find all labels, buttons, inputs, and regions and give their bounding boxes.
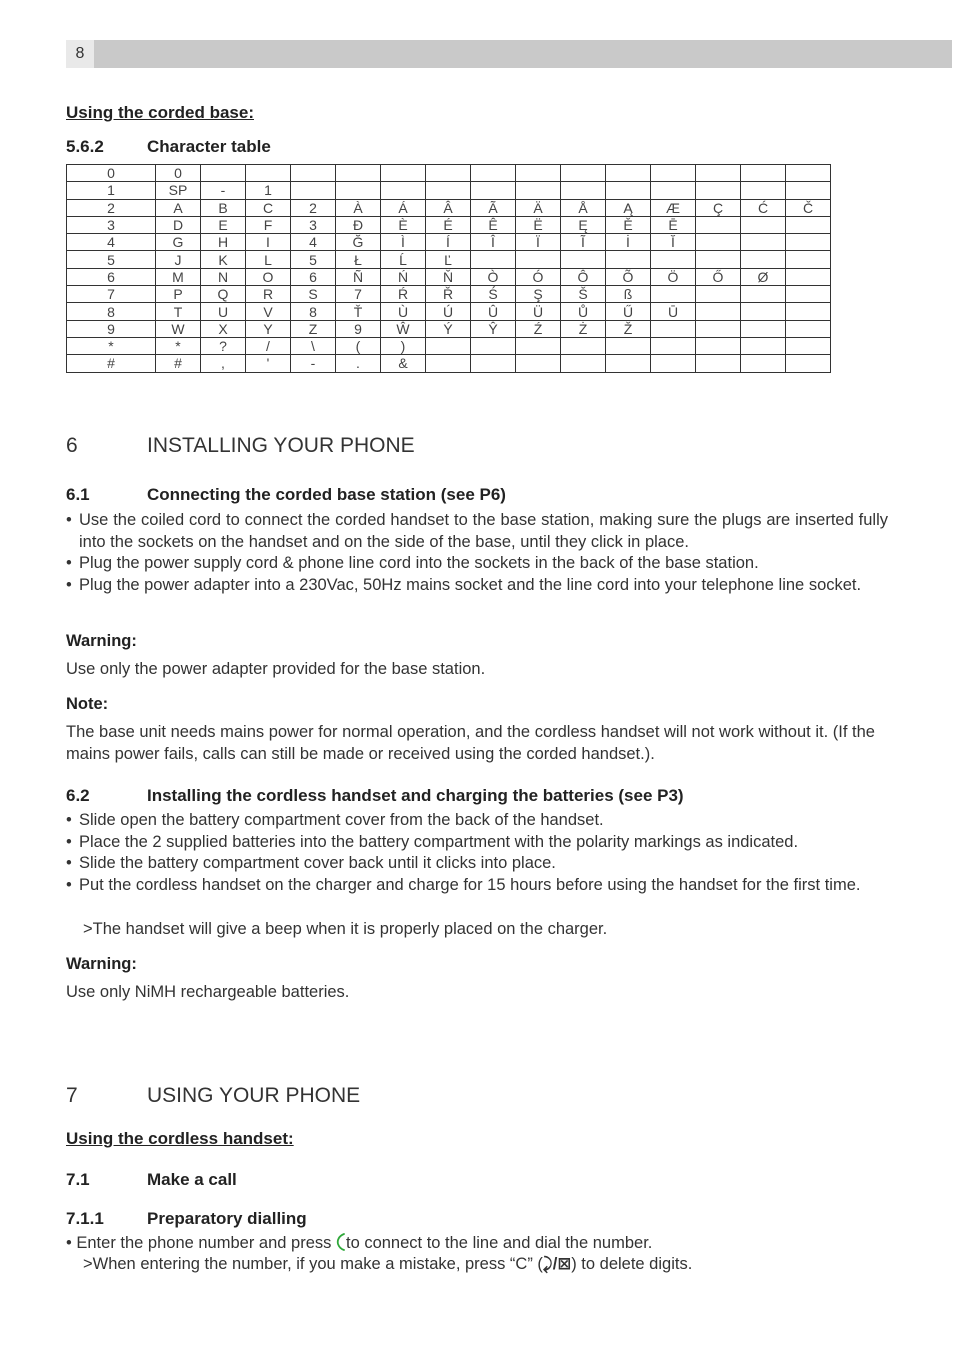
list-item: • Put the cordless handset on the charger and charge for 15 hours before using the handset for the first time. — [66, 875, 888, 897]
table-cell: 0 — [67, 165, 156, 182]
table-cell: J — [156, 251, 201, 268]
table-cell — [651, 337, 696, 354]
table-cell: Ž — [606, 320, 651, 337]
section-7-1-1-heading — [66, 1209, 307, 1229]
table-cell — [741, 165, 786, 182]
table-cell: 0 — [156, 165, 201, 182]
table-cell — [381, 182, 426, 199]
table-cell: 1 — [67, 182, 156, 199]
table-cell: B — [201, 199, 246, 216]
table-cell: Ę — [561, 216, 606, 233]
charger-beep-note: >The handset will give a beep when it is properly placed on the charger. — [83, 920, 608, 938]
table-cell — [786, 303, 831, 320]
section-number: 7 — [66, 1084, 78, 1107]
bullet-text-after: to connect to the line and dial the number. — [345, 1234, 653, 1252]
table-cell: 4 — [67, 234, 156, 251]
section-6-2-bullets — [66, 810, 888, 896]
table-cell — [741, 355, 786, 372]
table-cell: Ö — [651, 268, 696, 285]
table-cell: , — [201, 355, 246, 372]
table-cell: / — [246, 337, 291, 354]
table-row — [67, 182, 831, 199]
table-cell: 7 — [67, 286, 156, 303]
table-cell — [471, 337, 516, 354]
table-cell: Ü — [516, 303, 561, 320]
table-cell: H — [201, 234, 246, 251]
table-cell: Ê — [471, 216, 516, 233]
table-cell — [291, 182, 336, 199]
table-cell: R — [246, 286, 291, 303]
table-row — [67, 251, 831, 268]
table-cell: Ì — [381, 234, 426, 251]
table-cell — [696, 182, 741, 199]
table-cell — [786, 165, 831, 182]
table-cell: Õ — [606, 268, 651, 285]
table-row — [67, 216, 831, 233]
table-cell — [606, 165, 651, 182]
list-item: • Plug the power supply cord & phone line cord into the sockets in the back of the base station. — [66, 553, 888, 575]
table-cell — [741, 234, 786, 251]
table-cell: N — [201, 268, 246, 285]
table-cell — [606, 337, 651, 354]
table-cell: Ø — [741, 268, 786, 285]
list-item: • Place the 2 supplied batteries into the battery compartment with the polarity markings as indicated. — [66, 832, 888, 854]
table-cell — [741, 337, 786, 354]
table-cell — [696, 216, 741, 233]
table-cell: Ù — [381, 303, 426, 320]
section-title: INSTALLING YOUR PHONE — [147, 434, 415, 457]
table-cell: Ĭ — [651, 234, 696, 251]
table-row — [67, 199, 831, 216]
table-cell — [426, 355, 471, 372]
table-cell: Ğ — [336, 234, 381, 251]
table-cell — [786, 234, 831, 251]
table-cell: \ — [291, 337, 336, 354]
table-cell — [786, 268, 831, 285]
table-cell — [561, 251, 606, 268]
table-cell — [471, 182, 516, 199]
delete-digits-note — [66, 1254, 692, 1276]
table-cell: M — [156, 268, 201, 285]
table-cell — [786, 182, 831, 199]
note-text-before: >When entering the number, if you make a mistake, press “C” ( — [83, 1255, 543, 1273]
table-cell: Ŕ — [381, 286, 426, 303]
section-title: Connecting the corded base station (see P6) — [147, 485, 506, 504]
table-cell — [246, 165, 291, 182]
warning-text: Use only the power adapter provided for the base station. — [66, 660, 486, 678]
table-cell — [786, 355, 831, 372]
header-bar — [66, 40, 952, 68]
table-cell — [786, 251, 831, 268]
table-cell — [426, 337, 471, 354]
table-cell: * — [67, 337, 156, 354]
section-6-heading — [66, 434, 415, 458]
table-cell: Ŵ — [381, 320, 426, 337]
table-cell: Û — [471, 303, 516, 320]
table-row — [67, 165, 831, 182]
table-cell: G — [156, 234, 201, 251]
section-title: Installing the cordless handset and charging the batteries (see P3) — [147, 786, 684, 805]
table-cell — [561, 337, 606, 354]
table-cell — [741, 216, 786, 233]
table-cell: Š — [561, 286, 606, 303]
table-cell: Í — [426, 234, 471, 251]
table-cell: Ź — [516, 320, 561, 337]
page-number: 8 — [66, 40, 94, 68]
warning-text: Use only NiMH rechargeable batteries. — [66, 983, 350, 1001]
note-text: The base unit needs mains power for normal operation, and the cordless handset will not work without it. (If the mains power fails, calls can still be made or received using the corded handset.). — [66, 723, 875, 763]
list-item: • Use the coiled cord to connect the corded handset to the base station, making sure the plugs are inserted fully into the sockets on the handset and on the side of the base, until they click in place. — [66, 510, 888, 553]
table-cell — [516, 165, 561, 182]
table-cell — [786, 337, 831, 354]
table-cell: Ú — [426, 303, 471, 320]
table-cell — [561, 355, 606, 372]
table-cell: 8 — [67, 303, 156, 320]
table-cell: Ū — [651, 303, 696, 320]
table-cell — [291, 165, 336, 182]
table-cell — [651, 251, 696, 268]
section-6-1-bullets — [66, 510, 888, 596]
table-cell — [696, 337, 741, 354]
table-cell: Ł — [336, 251, 381, 268]
table-cell — [696, 320, 741, 337]
table-cell — [606, 251, 651, 268]
table-cell: 9 — [336, 320, 381, 337]
section-number: 6 — [66, 434, 78, 457]
table-cell: 6 — [291, 268, 336, 285]
table-cell: Ò — [471, 268, 516, 285]
table-cell — [471, 165, 516, 182]
table-cell: I — [246, 234, 291, 251]
table-cell: 9 — [67, 320, 156, 337]
table-cell: 5 — [67, 251, 156, 268]
table-cell: Z — [291, 320, 336, 337]
section-5-6-2-heading — [66, 137, 271, 157]
table-cell: O — [246, 268, 291, 285]
section-title: Preparatory dialling — [147, 1209, 307, 1228]
table-cell — [651, 182, 696, 199]
table-cell: E — [201, 216, 246, 233]
section-number: 6.2 — [66, 786, 90, 805]
table-cell: Ñ — [336, 268, 381, 285]
table-cell: D — [156, 216, 201, 233]
table-cell: SP — [156, 182, 201, 199]
table-cell: # — [67, 355, 156, 372]
table-cell: Ś — [471, 286, 516, 303]
table-cell: L — [246, 251, 291, 268]
section-number: 6.1 — [66, 485, 90, 504]
section-number: 5.6.2 — [66, 137, 104, 156]
table-cell — [696, 355, 741, 372]
table-cell — [201, 165, 246, 182]
table-cell: Ä — [516, 199, 561, 216]
table-cell: 3 — [67, 216, 156, 233]
table-cell: Ĩ — [561, 234, 606, 251]
table-row — [67, 286, 831, 303]
table-cell — [696, 286, 741, 303]
table-cell: Ŷ — [471, 320, 516, 337]
table-cell: 8 — [291, 303, 336, 320]
table-cell: Ň — [426, 268, 471, 285]
table-cell: Î — [471, 234, 516, 251]
table-cell: ' — [246, 355, 291, 372]
section-title: USING YOUR PHONE — [147, 1084, 361, 1107]
table-cell: Ë — [516, 216, 561, 233]
table-cell — [516, 355, 561, 372]
section-title: Make a call — [147, 1170, 237, 1189]
table-cell: A — [156, 199, 201, 216]
table-cell: Ą — [606, 199, 651, 216]
table-cell: & — [381, 355, 426, 372]
table-row — [67, 355, 831, 372]
table-cell — [696, 165, 741, 182]
warning-label: Warning: — [66, 632, 137, 650]
table-cell: È — [381, 216, 426, 233]
table-cell: Q — [201, 286, 246, 303]
table-cell: ) — [381, 337, 426, 354]
table-cell — [741, 303, 786, 320]
dialling-bullet — [66, 1233, 888, 1255]
table-row — [67, 268, 831, 285]
table-cell: Á — [381, 199, 426, 216]
table-cell: Ï — [516, 234, 561, 251]
table-cell — [516, 337, 561, 354]
section-number: 7.1 — [66, 1170, 90, 1189]
section-6-1-heading — [66, 485, 506, 505]
bullet-dot: • — [66, 1234, 77, 1252]
table-cell — [336, 182, 381, 199]
character-table — [66, 164, 831, 373]
table-cell: Ç — [696, 199, 741, 216]
table-cell: S — [291, 286, 336, 303]
list-item: • Slide the battery compartment cover back until it clicks into place. — [66, 853, 888, 875]
table-cell — [381, 165, 426, 182]
table-cell: Ů — [561, 303, 606, 320]
table-cell: V — [246, 303, 291, 320]
table-cell: Ē — [651, 216, 696, 233]
table-cell: # — [156, 355, 201, 372]
section-6-2-heading — [66, 786, 684, 806]
table-cell — [471, 251, 516, 268]
table-cell: F — [246, 216, 291, 233]
section-title: Character table — [147, 137, 271, 156]
table-cell: Ż — [561, 320, 606, 337]
table-cell: Y — [246, 320, 291, 337]
table-cell — [786, 286, 831, 303]
table-cell: Ĺ — [381, 251, 426, 268]
table-cell: Â — [426, 199, 471, 216]
table-cell: Ř — [426, 286, 471, 303]
list-item: • Slide open the battery compartment cover from the back of the handset. — [66, 810, 888, 832]
table-cell — [741, 320, 786, 337]
note-text-after: ) to delete digits. — [571, 1255, 693, 1273]
table-cell: Đ — [336, 216, 381, 233]
table-cell: W — [156, 320, 201, 337]
table-cell: ( — [336, 337, 381, 354]
note-label: Note: — [66, 695, 109, 713]
table-cell — [336, 165, 381, 182]
table-cell — [696, 234, 741, 251]
table-cell: 2 — [291, 199, 336, 216]
section-7-1-heading — [66, 1170, 237, 1190]
table-row — [67, 337, 831, 354]
table-cell: Ű — [606, 303, 651, 320]
handset-icon — [336, 1233, 346, 1251]
back-clear-key-icon: ⤸/⊠ — [542, 1255, 572, 1273]
table-cell: P — [156, 286, 201, 303]
table-cell: É — [426, 216, 471, 233]
table-cell — [471, 355, 516, 372]
table-cell: 4 — [291, 234, 336, 251]
table-cell — [561, 182, 606, 199]
table-cell — [651, 355, 696, 372]
table-cell: K — [201, 251, 246, 268]
table-cell: À — [336, 199, 381, 216]
table-cell: Ã — [471, 199, 516, 216]
table-cell: ? — [201, 337, 246, 354]
table-cell — [426, 182, 471, 199]
table-cell — [516, 182, 561, 199]
table-cell — [741, 286, 786, 303]
table-cell — [786, 216, 831, 233]
table-cell: 5 — [291, 251, 336, 268]
table-cell — [741, 251, 786, 268]
table-cell — [426, 165, 471, 182]
table-row — [67, 320, 831, 337]
table-cell: Ô — [561, 268, 606, 285]
table-cell: - — [201, 182, 246, 199]
cordless-handset-heading: Using the cordless handset: — [66, 1129, 294, 1148]
table-cell — [786, 320, 831, 337]
table-cell — [516, 251, 561, 268]
table-cell: Ń — [381, 268, 426, 285]
section-7-heading — [66, 1084, 360, 1108]
table-cell — [651, 165, 696, 182]
table-row — [67, 234, 831, 251]
table-cell: C — [246, 199, 291, 216]
table-cell — [606, 355, 651, 372]
table-cell: ß — [606, 286, 651, 303]
list-item: • Plug the power adapter into a 230Vac, 50Hz mains socket and the line cord into your telephone line socket. — [66, 575, 888, 597]
corded-base-heading: Using the corded base: — [66, 103, 254, 122]
section-number: 7.1.1 — [66, 1209, 104, 1228]
table-cell: Ş — [516, 286, 561, 303]
table-cell: X — [201, 320, 246, 337]
table-cell: Å — [561, 199, 606, 216]
table-cell: 3 — [291, 216, 336, 233]
table-cell — [741, 182, 786, 199]
table-row — [67, 303, 831, 320]
bullet-text-before: Enter the phone number and press — [76, 1234, 332, 1252]
table-cell — [561, 165, 606, 182]
table-cell: 2 — [67, 199, 156, 216]
table-cell: 7 — [336, 286, 381, 303]
table-cell: İ — [606, 234, 651, 251]
table-cell: 1 — [246, 182, 291, 199]
table-cell: Ť — [336, 303, 381, 320]
table-cell — [606, 182, 651, 199]
table-cell: 6 — [67, 268, 156, 285]
table-cell: - — [291, 355, 336, 372]
table-cell — [651, 286, 696, 303]
table-cell — [696, 303, 741, 320]
table-cell: Č — [786, 199, 831, 216]
table-cell: Ó — [516, 268, 561, 285]
table-cell: Ő — [696, 268, 741, 285]
table-cell: Ć — [741, 199, 786, 216]
warning-label: Warning: — [66, 955, 137, 973]
table-cell: Ě — [606, 216, 651, 233]
table-cell: Ý — [426, 320, 471, 337]
table-cell: Æ — [651, 199, 696, 216]
table-cell — [651, 320, 696, 337]
table-cell: . — [336, 355, 381, 372]
table-cell: Ľ — [426, 251, 471, 268]
table-cell — [696, 251, 741, 268]
table-cell: * — [156, 337, 201, 354]
table-cell: U — [201, 303, 246, 320]
table-cell: T — [156, 303, 201, 320]
